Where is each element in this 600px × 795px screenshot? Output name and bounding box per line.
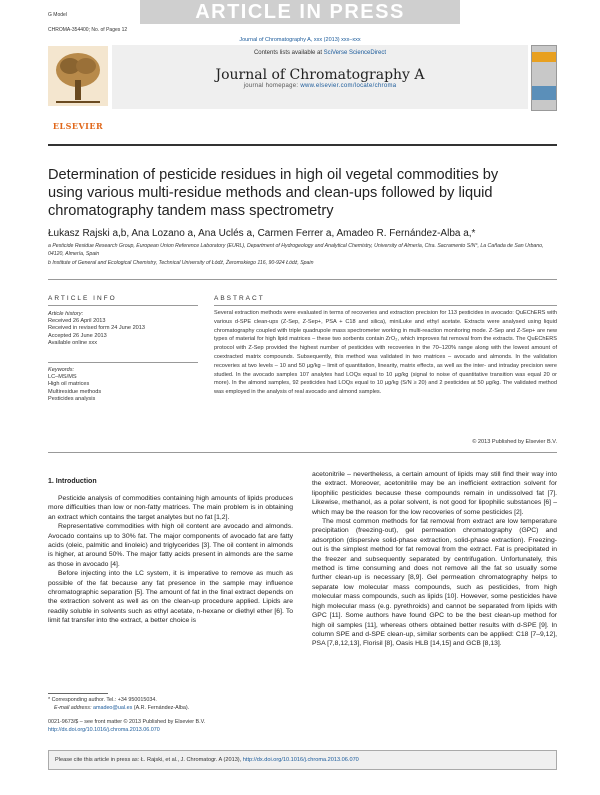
doi-link[interactable] [48,727,293,734]
doi-link-text[interactable]: http://dx.doi.org/10.1016/j.chroma.2013.06.070 [48,727,160,733]
journal-homepage-line [112,83,528,89]
received-date: Received 26 April 2013 [48,318,106,325]
online-date: Available online xxx [48,339,98,346]
abstract-text: Several extraction methods were evaluated in terms of recoveries and extraction precision for 113 pesticides in avocado: QuEChERS with various d-SPE clean-ups (Z-Sep, Z-Sep+, PSA + C18 and silica), miniLuke and ethyl acetate. Extracts were analysed using liquid chromatography coupled with triple quadrupole mass spectrometer working in multi-reaction monitoring mode. Z-Sep and Z-Sep+ are new types of material for high lipid matrices – these two sorbents contain ZrO₂, which improves fat removal from the extracts. The QuEChERS protocol with Z-Sep provided the highest number of pesticides with recoveries in the 70–120% range along with the lowest amount of coextracted matrix compounds. Subsequently, this method was validated in two matrices – avocado and almonds. In the validation recoveries at two levels – 10 and 50 µg/kg – limit of quantitation, linearity, matrix effects, as well as the inter- and intraday precision were studied. In the avocado samples 107 analytes had LOQs equal to 10 µg/kg (signal to noise of quantitative transition was equal 20 or more). In the almond samples, 92 pesticides had LOQs equal to 10 µg/kg (S/N ≥ 20) and 2 pesticides at 50 µg/kg. The validated method was employed in the analysis of real avocado and almond samples. [214,310,557,396]
article-info-heading: ARTICLE INFO [48,295,117,302]
info-heading-rule [48,305,198,306]
affiliation-b: b Institute of General and Ecological Chemistry, Technical University of Łódź, Żeromskiego 116, 90-924 Łódź, Spain [48,260,314,266]
article-in-press-banner: ARTICLE IN PRESS [140,0,460,24]
keywords-divider [48,362,198,363]
keyword-item: Multiresidue methods [48,388,102,395]
email-note [54,705,299,712]
journal-cover-thumbnail [531,45,557,111]
corresponding-author-note: * Corresponding author. Tel.: +34 950015034. [48,697,157,703]
accepted-date: Accepted 26 June 2013 [48,332,107,339]
article-history [48,311,198,347]
gmodel-label: G Model [48,12,67,18]
email-label: E-mail address: [54,705,93,711]
citation-doi-link[interactable]: http://dx.doi.org/10.1016/j.chroma.2013.06.070 [242,757,359,763]
issn-line: 0021-9673/$ – see front matter © 2013 Published by Elsevier B.V. [48,719,206,725]
contents-line [112,50,528,56]
abstract-heading: ABSTRACT [214,295,265,302]
affiliation-a: a Pesticide Residue Research Group, European Union Reference Laboratory (EURL), Department of Hydrogeology and Analytical Chemistry, University of Almería, Ctra. Sacramento S/N°, La Cañada de San Urbano, 04120, Almería, Spain [48,243,544,257]
journal-cite-line[interactable]: Journal of Chromatography A, xxx (2013) xxx–xxx [239,37,361,43]
keywords-label: Keywords: [48,367,75,373]
author-list: Łukasz Rajski a,b, Ana Lozano a, Ana Uclés a, Carmen Ferrer a, Amadeo R. Fernández-Alba a,* [48,228,476,239]
keywords-block [48,367,198,403]
revised-date: Received in revised form 24 June 2013 [48,325,146,332]
body-paragraph: The most common methods for fat removal from extract are low temperature precipitation (freezing-out), gel permeation chromatography (GPC) and adsorption (dispersive solid-phase extraction, solid-phase extraction). Freezing-out is the simplest method for fat removal from the extract. Fat is precipitated in the freezer and subsequently separated by centrifugation. Unfortunately, this method is time consuming and does not remove all the fat so usually some further clean-up is necessary [8,9]. Gel permeation chromatography helps to separate low molecular mass compounds, such as pesticides, from high molecular mass compounds, such as lipids [10]. However, some pesticides have high molecular mass (e.g. pyrethroids) and cannot be separated from lipids with GPC [11]. Some authors have found GPC to be the best clean-up method for high oil samples [11], whereas others obtained better results with d-SPE [9]. In column SPE and d-SPE clean-up, similar sorbents can be applied: C18 [7–9,12], PSA [7,8,12,13], Florisil [8], Oasis HLB [14,15] and GCB [8,13]. [312,518,557,648]
document-id: CHROMA-354400; No. of Pages 12 [48,27,128,33]
body-paragraph: Representative commodities with high oil content are avocado and almonds. Avocado contains up to 30% fat. The major components of avocado fat are fatty acids (oleic, palmitic and linoleic) and triglycerides [3]. The oil content in almonds is higher, at around 50%. The major fatty acids present in almonds are the same as those in avocado [4]. [48,523,293,568]
footnote-divider [48,693,108,694]
sciencedirect-link[interactable]: SciVerse ScienceDirect [323,50,387,56]
body-right-column [312,470,557,649]
body-left-column [48,494,293,626]
abstract-heading-rule [214,305,557,306]
body-paragraph: acetonitrile – nevertheless, a certain amount of lipids may still find their way into the extract. Moreover, acetonitrile may be an inefficient extraction solvent for lipophilic pesticides because these compounds remain in undissolved fat [7]. Likewise, methanol, as a polar solvent, is not good for lipophilic substances [6] – which may be the reason for the low recoveries of some pesticides [2]. [312,471,557,516]
body-paragraph: Pesticide analysis of commodities containing high amounts of lipids produces more difficulties than low or non-fatty matrices. The main problem is in obtaining an extract which contains the target analytes but no fat [1,2]. [48,495,293,521]
introduction-heading: 1. Introduction [48,478,97,485]
abstract-bottom-divider [48,452,557,453]
keyword-item: Pesticides analysis [48,395,96,402]
cover-band-bottom [532,86,556,100]
abstract-copyright: © 2013 Published by Elsevier B.V. [472,439,557,445]
journal-title[interactable]: Journal of Chromatography A [215,67,425,83]
body-paragraph: Before injecting into the LC system, it is imperative to remove as much as possible of the fat because any fat presence in the sample may influence chromatographic separation [5]. The amount of fat in the final extract depends on the extraction solvent as well as on the clean-up procedure applied. Lipids are readily soluble in solvents such as ethyl acetate, n-hexane or diethyl ether [6]. To limit fat transfer into the extract, a better choice is [48,570,293,625]
homepage-prefix: journal homepage: [243,83,301,89]
citation-prefix: Please cite this article in press as: Ł. Rajski, et al., J. Chromatogr. A (2013), [55,757,243,763]
email-suffix: (A.R. Fernández-Alba). [132,705,190,711]
header-divider [48,144,557,146]
cover-band-top [532,52,556,62]
keyword-item: LC–MS/MS [48,374,77,381]
citation-box [48,750,557,770]
elsevier-tree-logo [48,46,108,106]
info-top-divider [48,279,557,280]
homepage-link[interactable]: www.elsevier.com/locate/chroma [300,83,397,89]
history-label: Article history: [48,311,84,317]
email-link[interactable]: amadeo@ual.es [92,705,133,711]
keyword-item: High oil matrices [48,381,90,388]
contents-prefix: Contents lists available at [253,50,324,56]
publisher-name: ELSEVIER [52,121,104,131]
journal-header-box [112,45,528,109]
article-title: Determination of pesticide residues in high oil vegetal commodities by using various multi-residue methods and clean-ups followed by liquid chromatography tandem mass spectrometry [48,167,499,219]
